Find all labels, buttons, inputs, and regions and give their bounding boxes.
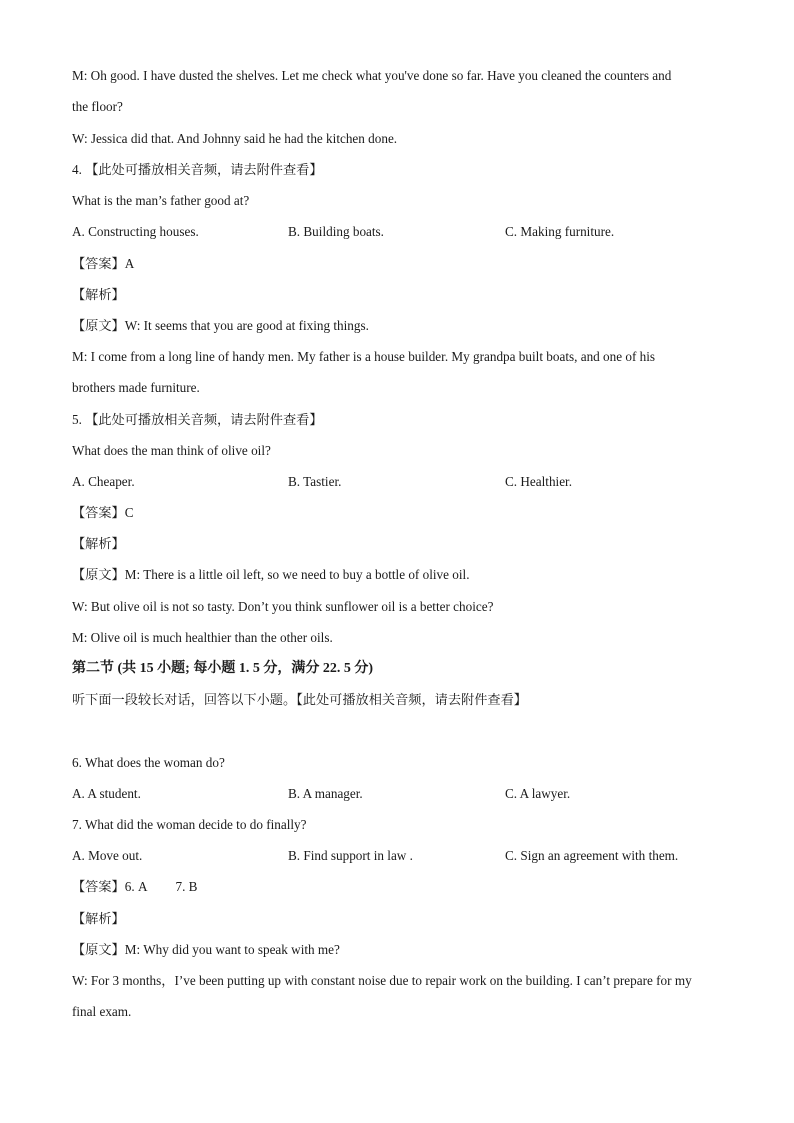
question-6-text: 6. What does the woman do? (72, 755, 225, 770)
answer-label: 【答案】 (72, 256, 125, 271)
analysis-label: 【解析】 (72, 536, 125, 551)
option-b: B. Building boats. (288, 224, 384, 239)
transcript-text: M: There is a little oil left, so we need to buy a bottle of olive oil. (124, 567, 470, 582)
option-a: A. Cheaper. (72, 474, 135, 489)
option-b: B. Tastier. (288, 474, 342, 489)
answer-value-7: 7. B (175, 879, 198, 894)
question-5-header (72, 411, 724, 429)
transcript-text: M: Why did you want to speak with me? (124, 942, 340, 957)
answer-value: A (124, 256, 135, 271)
transcript-line: W: For 3 months，I’ve been putting up with constant noise due to repair work on the building. I can’t prepare for my (72, 973, 692, 988)
transcript-line: final exam. (72, 1004, 132, 1019)
option-a: A. Move out. (72, 848, 143, 863)
transcript-line (72, 566, 724, 584)
option-c: C. Making furniture. (505, 224, 615, 239)
audio-note: 【此处可播放相关音频，请去附件查看】 (85, 412, 323, 427)
option-b: B. Find support in law . (288, 848, 413, 863)
section-title: 第二节 (共 15 小题; 每小题 1. 5 分，满分 22. 5 分) (72, 661, 373, 676)
answer-label: 【答案】 (72, 505, 125, 520)
question-number: 4. (72, 162, 82, 177)
transcript-line (72, 941, 724, 959)
question-4-text: What is the man’s father good at? (72, 193, 250, 208)
transcript-line (72, 317, 724, 335)
dialogue-line: W: Jessica did that. And Johnny said he had the kitchen done. (72, 131, 398, 146)
option-a: A. A student. (72, 786, 141, 801)
transcript-label: 【原文】 (72, 942, 125, 957)
question-5-text: What does the man think of olive oil? (72, 443, 271, 458)
answer-value: C (124, 505, 134, 520)
section-intro: 听下面一段较长对话，回答以下小题。【此处可播放相关音频，请去附件查看】 (72, 692, 527, 707)
analysis-label: 【解析】 (72, 911, 125, 926)
transcript-line: M: I come from a long line of handy men. My father is a house builder. My grandpa built boats, and one of his (72, 349, 656, 364)
audio-note: 【此处可播放相关音频，请去附件查看】 (85, 162, 323, 177)
answer-label: 【答案】 (72, 879, 125, 894)
option-c: C. A lawyer. (505, 786, 571, 801)
answer-line (72, 255, 724, 273)
option-a: A. Constructing houses. (72, 224, 199, 239)
transcript-line: brothers made furniture. (72, 380, 200, 395)
option-c: C. Healthier. (505, 474, 573, 489)
option-c: C. Sign an agreement with them. (505, 848, 679, 863)
answer-value-6: 6. A (124, 879, 148, 894)
answer-line (72, 504, 724, 522)
transcript-label: 【原文】 (72, 318, 125, 333)
question-4-header (72, 161, 724, 179)
dialogue-line: M: Oh good. I have dusted the shelves. Let me check what you've done so far. Have you cleaned the counters and (72, 68, 672, 83)
transcript-label: 【原文】 (72, 567, 125, 582)
transcript-text: W: It seems that you are good at fixing things. (124, 318, 369, 333)
transcript-line: W: But olive oil is not so tasty. Don’t you think sunflower oil is a better choice? (72, 599, 494, 614)
option-b: B. A manager. (288, 786, 363, 801)
answer-line (72, 878, 724, 896)
analysis-label: 【解析】 (72, 287, 125, 302)
question-7-text: 7. What did the woman decide to do finally? (72, 817, 307, 832)
dialogue-line: the floor? (72, 99, 123, 114)
transcript-line: M: Olive oil is much healthier than the other oils. (72, 630, 333, 645)
question-number: 5. (72, 412, 82, 427)
